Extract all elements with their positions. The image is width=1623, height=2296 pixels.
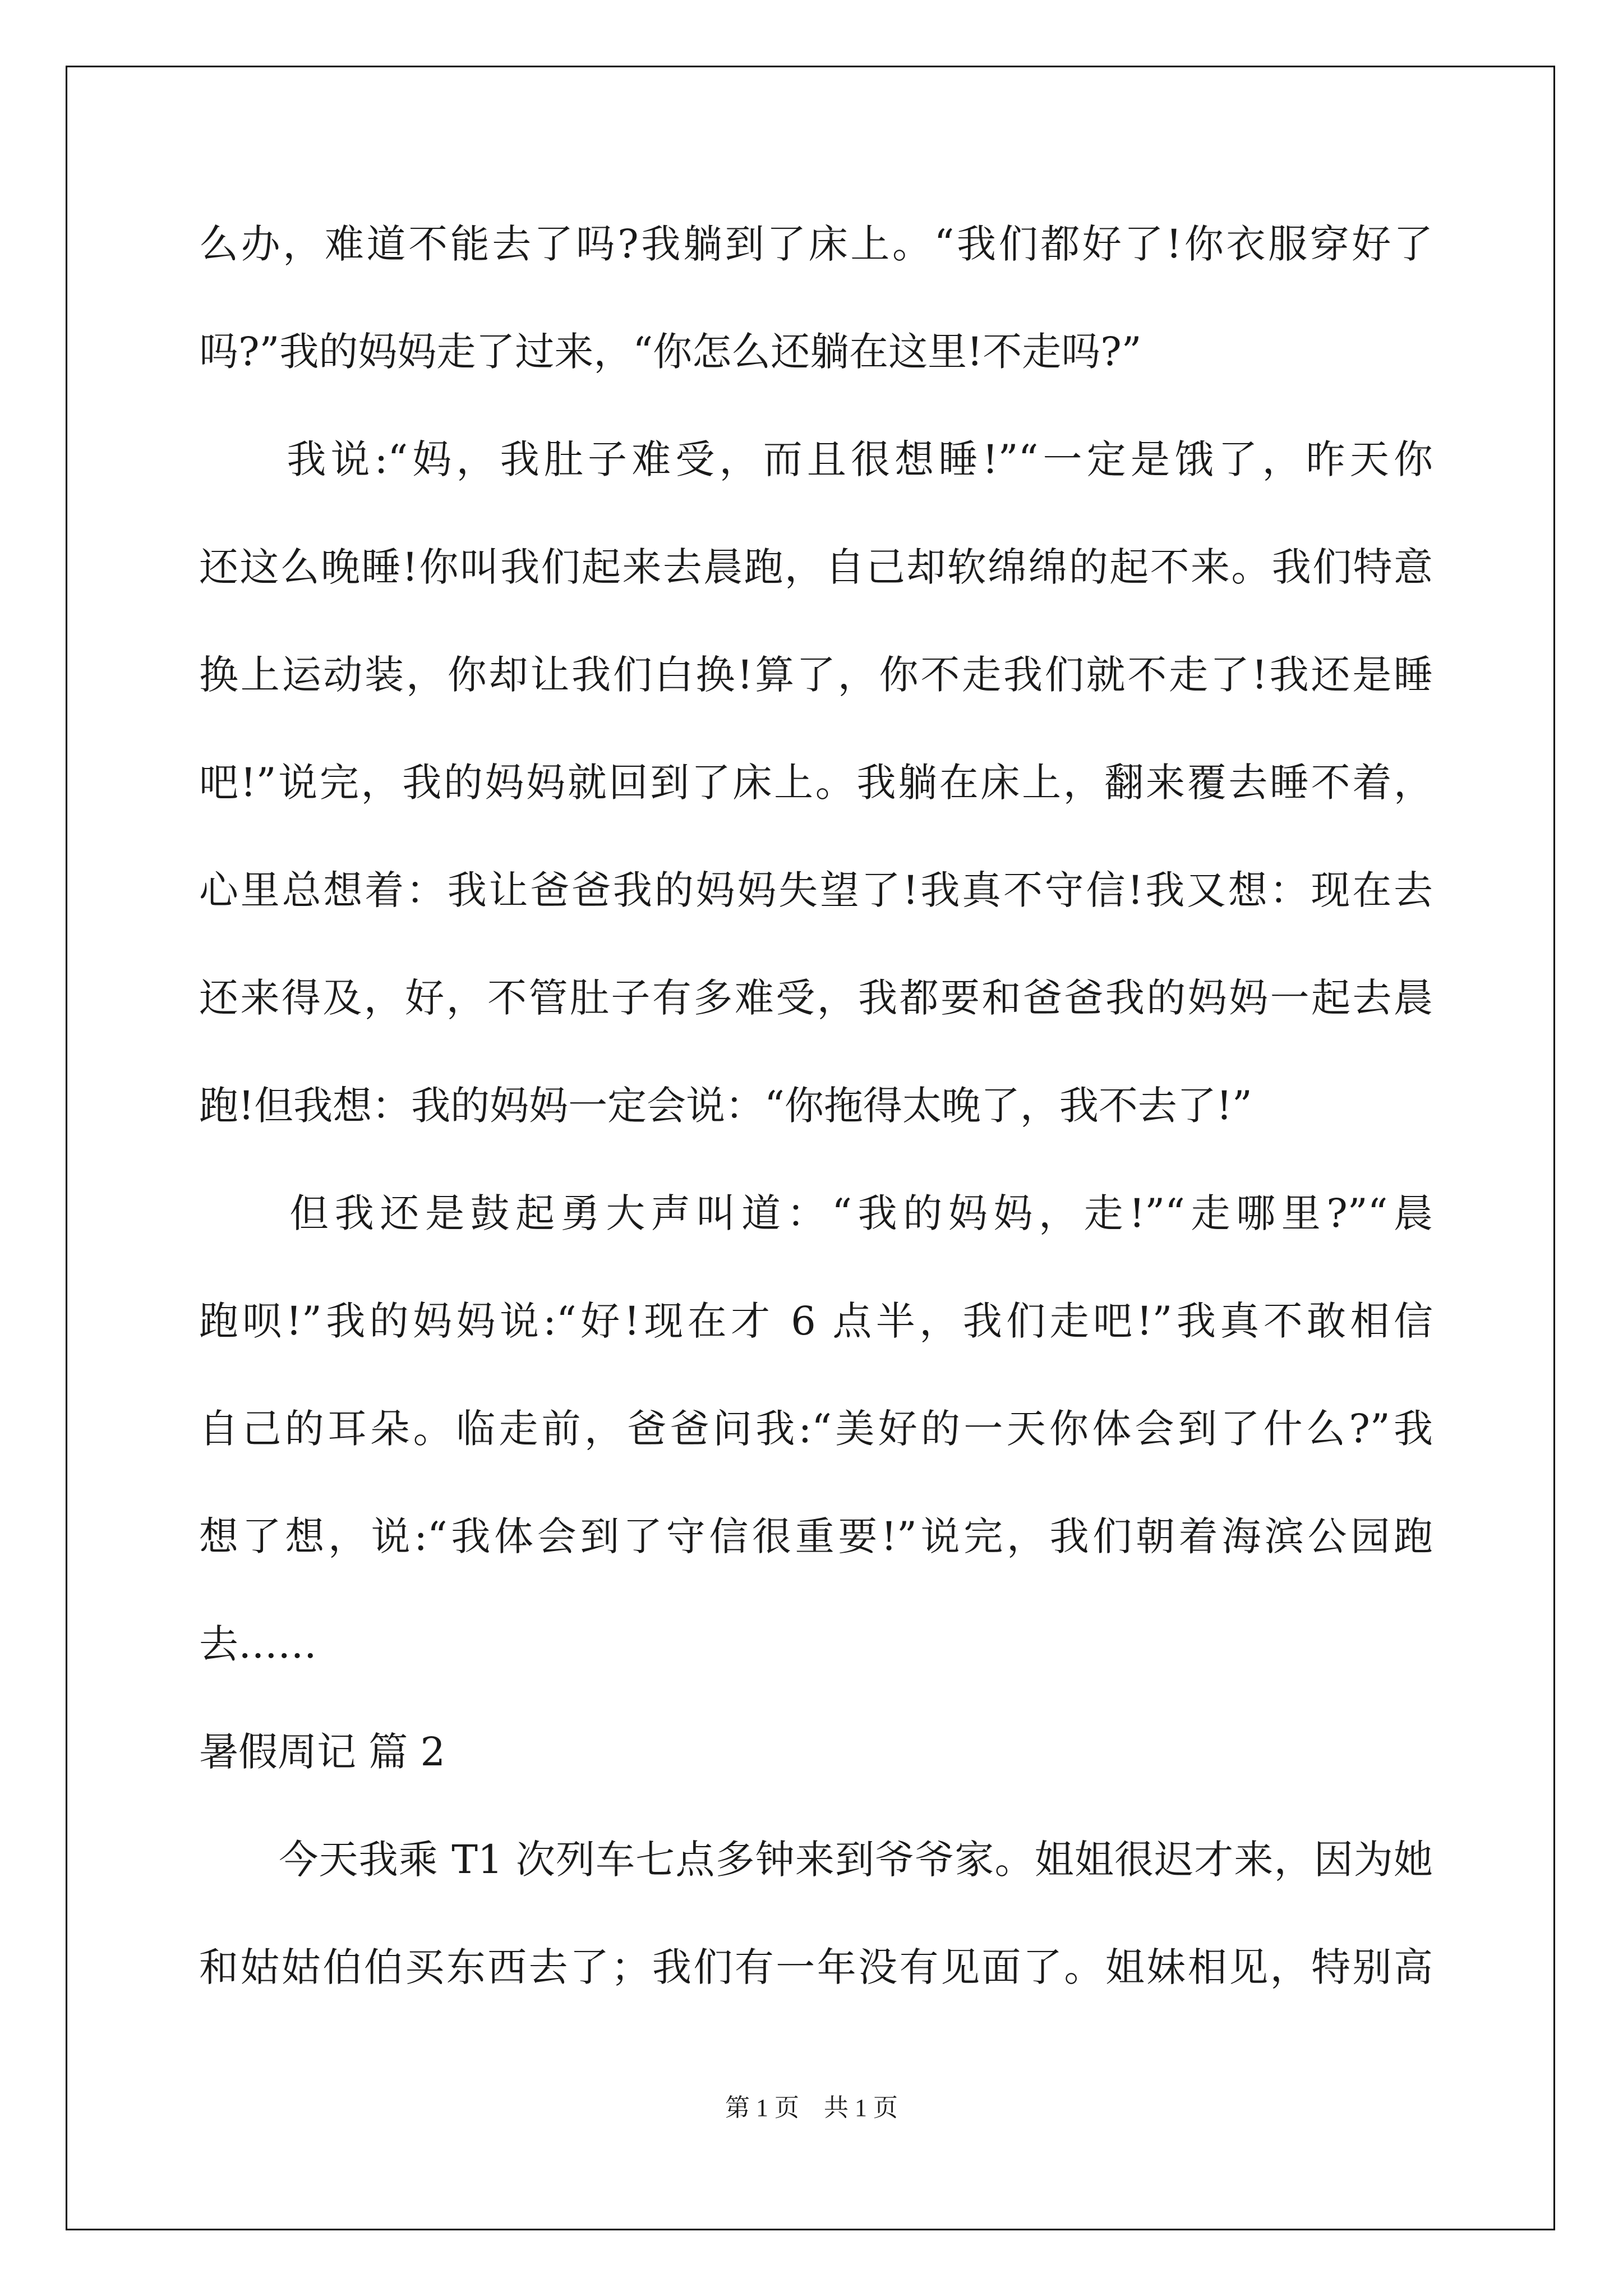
text-line: 自己的耳朵。临走前，爸爸问我:“美好的一天你体会到了什么?”我 bbox=[199, 1406, 1433, 1452]
text-line: 我说:“妈，我肚子难受，而且很想睡!”“一定是饿了，昨天你 bbox=[199, 436, 1433, 482]
text-line: 去…… bbox=[199, 1621, 317, 1667]
text-line: 吧!”说完，我的妈妈就回到了床上。我躺在床上，翻来覆去睡不着， bbox=[199, 760, 1433, 806]
text-line: 和姑姑伯伯买东西去了；我们有一年没有见面了。姐妹相见，特别高 bbox=[199, 1944, 1433, 1990]
section-heading: 暑假周记 篇 2 bbox=[199, 1729, 446, 1775]
text-line: 今天我乘 T1 次列车七点多钟来到爷爷家。姐姐很迟才来，因为她 bbox=[199, 1837, 1433, 1883]
text-line: 跑呗!”我的妈妈说:“好!现在才 6 点半，我们走吧!”我真不敢相信 bbox=[199, 1298, 1433, 1344]
page-number: 第 1 页 共 1 页 bbox=[725, 2094, 898, 2122]
page-footer bbox=[0, 2091, 1623, 2125]
text-line: 还来得及，好，不管肚子有多难受，我都要和爸爸我的妈妈一起去晨 bbox=[199, 975, 1433, 1021]
text-line: 想了想，说:“我体会到了守信很重要!”说完，我们朝着海滨公园跑 bbox=[199, 1513, 1433, 1559]
text-line: 还这么晚睡!你叫我们起来去晨跑，自己却软绵绵的起不来。我们特意 bbox=[199, 544, 1433, 590]
text-line: 换上运动装，你却让我们白换!算了，你不走我们就不走了!我还是睡 bbox=[199, 652, 1433, 698]
text-line: 么办，难道不能去了吗?我躺到了床上。“我们都好了!你衣服穿好了 bbox=[199, 221, 1433, 267]
text-line: 但我还是鼓起勇大声叫道：“我的妈妈，走!”“走哪里?”“晨 bbox=[199, 1190, 1433, 1236]
text-line: 心里总想着：我让爸爸我的妈妈失望了!我真不守信!我又想：现在去 bbox=[199, 867, 1433, 913]
document-body bbox=[199, 202, 1433, 2033]
text-line: 跑!但我想：我的妈妈一定会说：“你拖得太晚了，我不去了!” bbox=[199, 1083, 1252, 1129]
text-line: 吗?”我的妈妈走了过来，“你怎么还躺在这里!不走吗?” bbox=[199, 329, 1142, 375]
